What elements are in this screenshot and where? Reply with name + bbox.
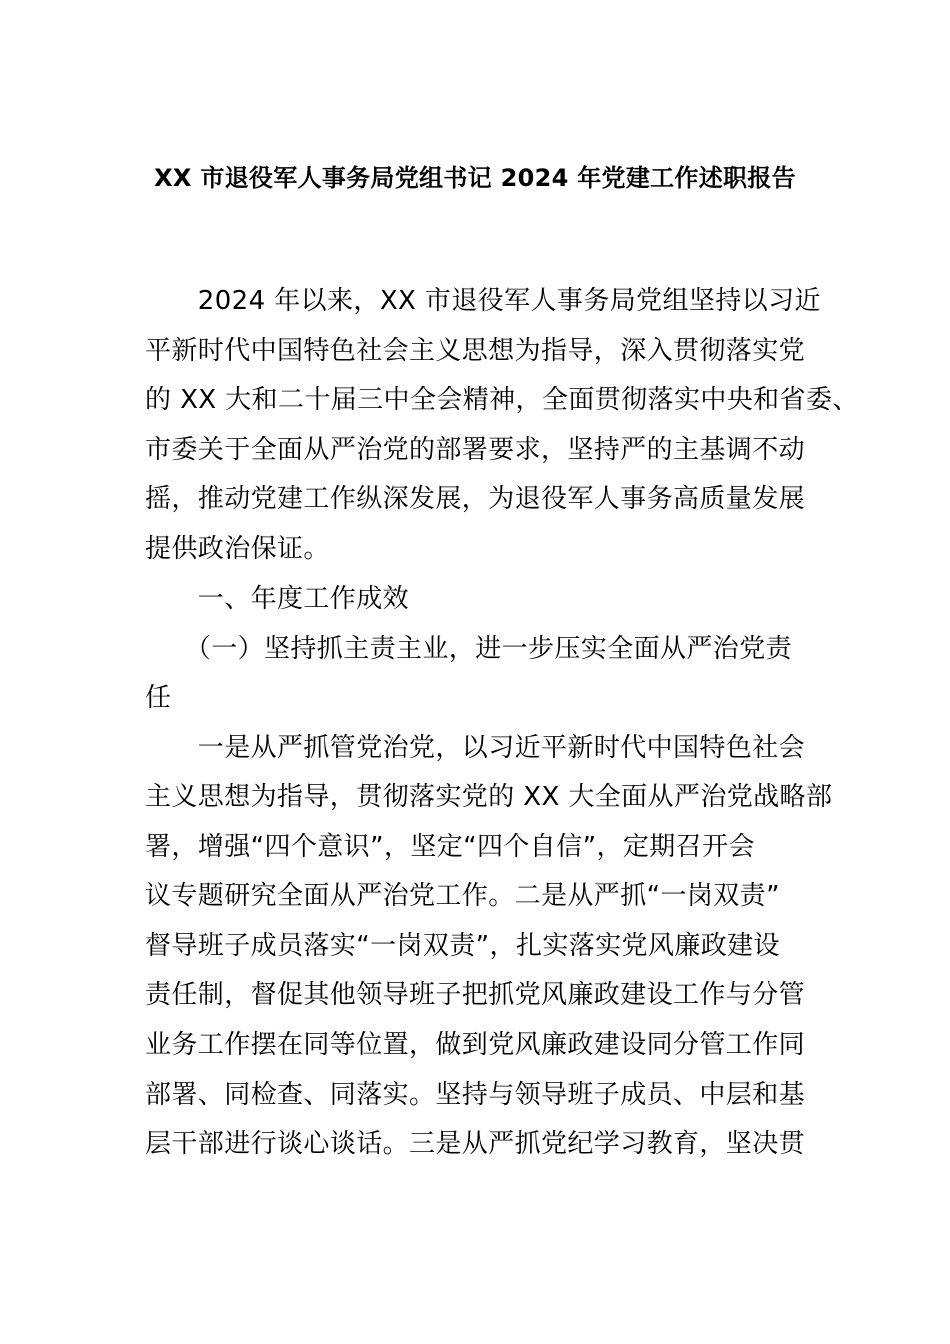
- body-line: 平新时代中国特色社会主义思想为指导，深入贯彻落实党: [145, 336, 806, 366]
- body-line: 市委关于全面从严治党的部署要求，坚持严的主基调不动: [145, 435, 806, 465]
- body-line: 主义思想为指导，贯彻落实党的 XX 大全面从严治党战略部: [145, 782, 833, 812]
- body-line: 的 XX 大和二十届三中全会精神，全面贯彻落实中央和省委、: [145, 385, 859, 415]
- body-line: 摇，推动党建工作纵深发展，为退役军人事务高质量发展: [145, 484, 806, 514]
- body-line: 署，增强“四个意识”，坚定“四个自信”，定期召开会: [145, 832, 755, 862]
- body-line: 层干部进行谈心谈话。三是从严抓党纪学习教育，坚决贯: [145, 1129, 806, 1159]
- body-line: 责任制，督促其他领导班子把抓党风廉政建设工作与分管: [145, 980, 806, 1010]
- subsection-heading-cont: 任: [145, 683, 172, 713]
- body-line: 督导班子成员落实“一岗双责”，扎实落实党风廉政建设: [145, 931, 780, 961]
- section-heading: 一、年度工作成效: [145, 584, 410, 614]
- document-title: XX 市退役军人事务局党组书记 2024 年党建工作述职报告: [154, 164, 796, 192]
- body-line: 2024 年以来，XX 市退役军人事务局党组坚持以习近: [145, 286, 821, 316]
- body-line: 一是从严抓管党治党，以习近平新时代中国特色社会: [145, 733, 806, 763]
- body-line: 部署、同检查、同落实。坚持与领导班子成员、中层和基: [145, 1080, 806, 1110]
- subsection-heading: （一）坚持抓主责主业，进一步压实全面从严治党责: [145, 634, 793, 664]
- body-line: 提供政治保证。: [145, 534, 330, 564]
- body-line: 业务工作摆在同等位置，做到党风廉政建设同分管工作同: [145, 1030, 806, 1060]
- body-line: 议专题研究全面从严治党工作。二是从严抓“一岗双责”: [145, 881, 780, 911]
